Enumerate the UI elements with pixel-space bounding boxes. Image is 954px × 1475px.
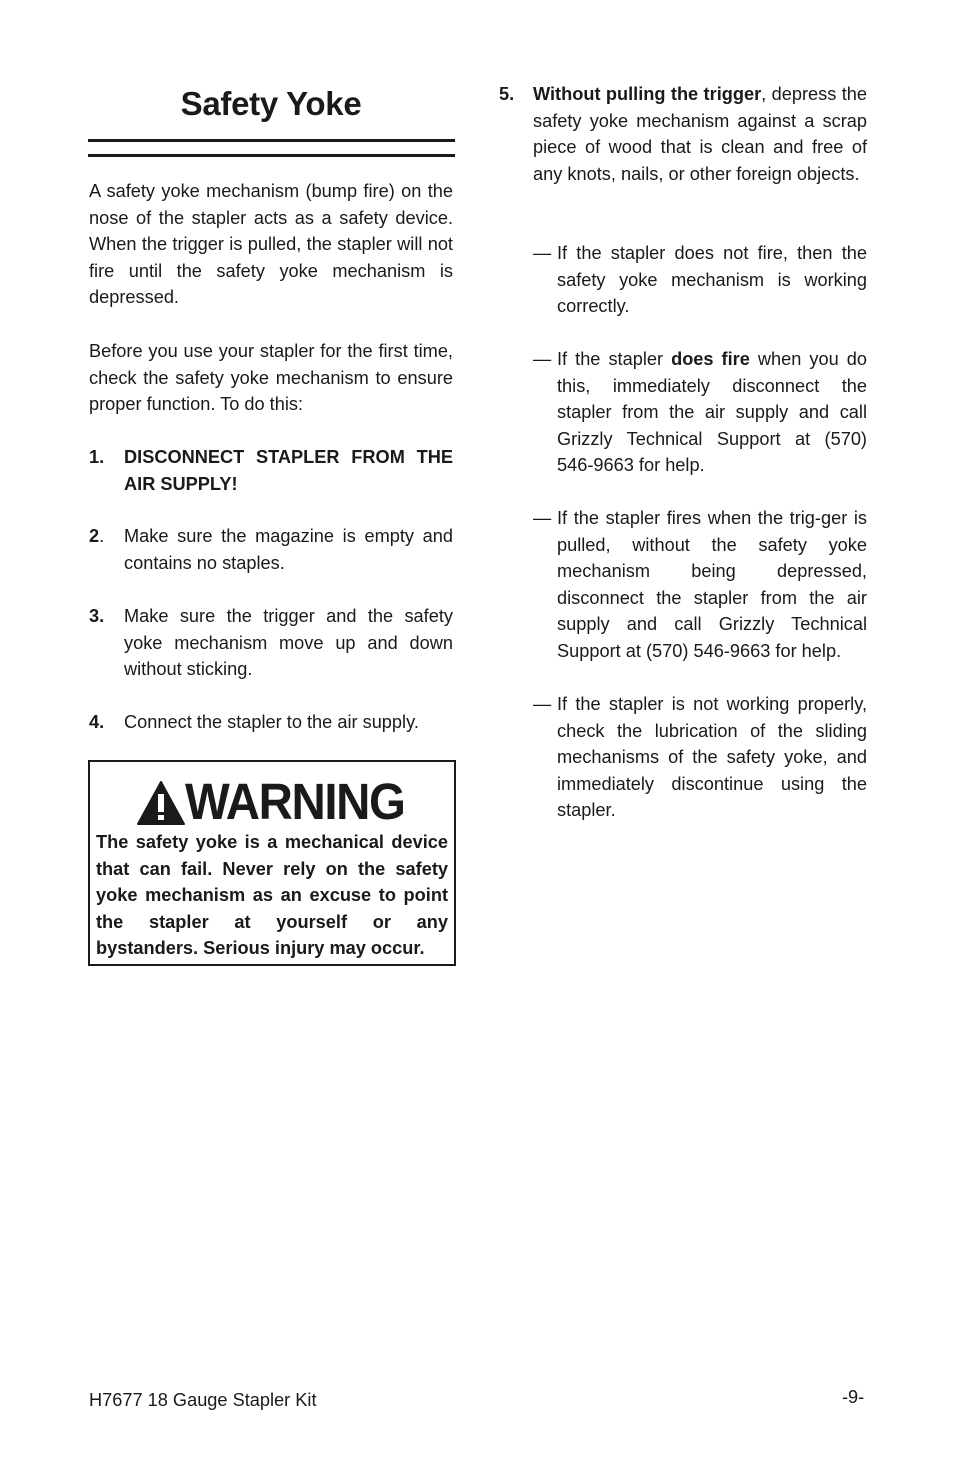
- step-number: [89, 523, 104, 550]
- em-dash-marker: —: [533, 694, 552, 714]
- step-text-rest: , depress the safety yoke mechanism against a scrap piece of wood that is clean and free of any knots, nails, or other foreign objects.: [533, 84, 867, 184]
- intro-paragraph: A safety yoke mechanism (bump fire) on the nose of the stapler acts as a safety device. When the trigger is pulled, the stapler will not fire until the safety yoke mechanism is depressed.: [89, 181, 453, 307]
- outcome-text-post: when you do this, immediately disconnect the stapler from the air supply and call Grizzly Technical Support at (570) 546-9663 for help.: [557, 349, 868, 475]
- outcome-text: If the stapler fires when the trig-ger is pulled, without the safety yoke mechanism being depressed, disconnect the stapler from the air supply and call Grizzly Technical Support at (570) 546-9663 for help.: [557, 508, 867, 661]
- title-rule-top: [88, 139, 455, 142]
- step-number: 4.: [89, 712, 105, 732]
- step-text: DISCONNECT STAPLER FROM THE AIR SUPPLY!: [124, 447, 453, 494]
- em-dash-marker: —: [533, 243, 552, 263]
- warning-triangle-icon: [136, 780, 186, 826]
- em-dash-marker: —: [533, 349, 552, 369]
- em-dash-marker: —: [533, 508, 552, 528]
- warning-text: The safety yoke is a mechanical device that can fail. Never rely on the safety yoke mechanism as an excuse to point the stapler at yourself or any bystanders. Serious injury may occur.: [96, 832, 448, 958]
- instructions-intro-paragraph: Before you use your stapler for the first time, check the safety yoke mechanism to ensure proper function. To do this:: [89, 341, 453, 414]
- warning-box: [88, 760, 456, 966]
- step-text: Make sure the trigger and the safety yoke mechanism move up and down without sticking.: [124, 606, 453, 679]
- step-number-suffix: .: [99, 526, 105, 546]
- section-title: Safety Yoke: [180, 85, 362, 122]
- step-bold-lead: Without pulling the trigger: [533, 84, 762, 104]
- step-number: 3.: [89, 606, 105, 626]
- step-text: Make sure the magazine is empty and contains no staples.: [124, 526, 453, 573]
- outcome-text: If the stapler does not fire, then the safety yoke mechanism is working correctly.: [557, 243, 867, 316]
- footer-document-name: H7677 18 Gauge Stapler Kit: [89, 1390, 317, 1410]
- step-text: [533, 81, 867, 187]
- outcome-text-pre: If the stapler: [557, 349, 672, 369]
- step-number: 5.: [499, 84, 515, 104]
- step-text: Connect the stapler to the air supply.: [124, 712, 419, 732]
- title-rule-bottom: [88, 154, 455, 157]
- outcome-text-bold: does fire: [671, 349, 750, 369]
- warning-heading: [136, 774, 426, 830]
- outcome-text: If the stapler is not working properly, check the lubrication of the sliding mechanisms of the safety yoke, and immediately discontinue using the stapler.: [557, 694, 867, 820]
- step-number: 1.: [89, 447, 105, 467]
- outcome-text: [557, 346, 867, 479]
- footer-page-number: -9-: [842, 1387, 865, 1407]
- step-number-digit: 2: [89, 526, 100, 546]
- warning-word: WARNING: [185, 773, 405, 830]
